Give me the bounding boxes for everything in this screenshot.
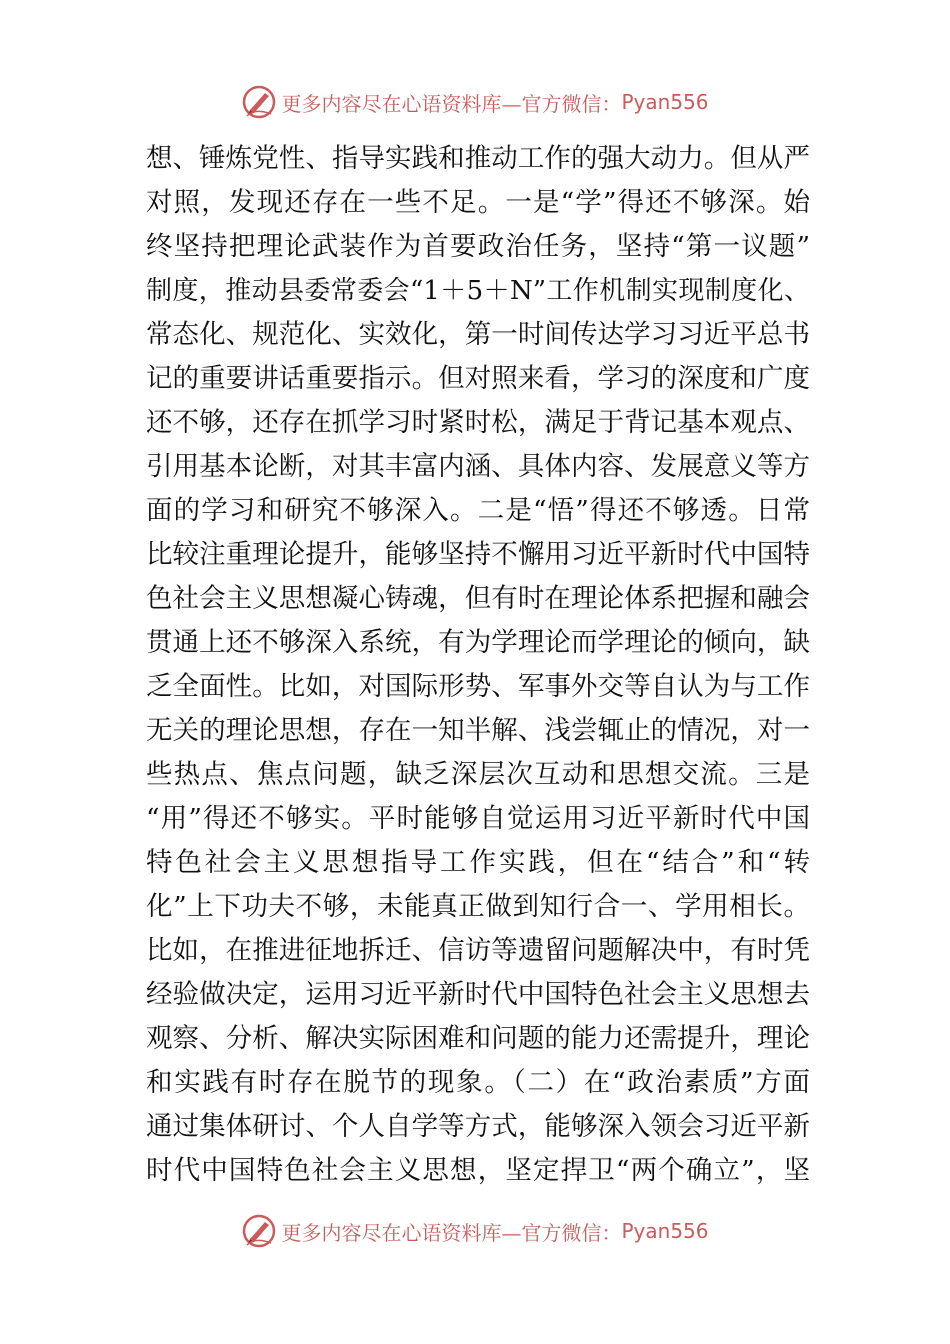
- text-line: 比较注重理论提升，能够坚持不懈用习近平新时代中国特: [146, 539, 810, 570]
- text-line: 时代中国特色社会主义思想，坚定捍卫“两个确立”，坚: [146, 1155, 810, 1186]
- text-line: 贯通上还不够深入系统，有为学理论而学理论的倾向，缺: [146, 627, 810, 658]
- text-line: 化”上下功夫不够，未能真正做到知行合一、学用相长。: [146, 891, 810, 922]
- text-line: 通过集体研讨、个人自学等方式，能够深入领会习近平新: [146, 1111, 810, 1142]
- text-line: 比如，在推进征地拆迁、信访等遗留问题解决中，有时凭: [146, 935, 810, 966]
- footer-site-text: 更多内容尽在心语资料库—官方微信：: [281, 1220, 622, 1245]
- text-line: 和实践有时存在脱节的现象。（二）在“政治素质”方面: [146, 1067, 810, 1098]
- text-line: 观察、分析、解决实际困难和问题的能力还需提升，理论: [146, 1023, 810, 1054]
- text-line: 无关的理论思想，存在一知半解、浅尝辄止的情况，对一: [146, 715, 810, 746]
- text-line: 记的重要讲话重要指示。但对照来看，学习的深度和广度: [146, 363, 810, 394]
- footer-wechat-handle: Pyan556: [621, 1219, 709, 1243]
- text-line: 常态化、规范化、实效化，第一时间传达学习习近平总书: [146, 319, 810, 350]
- text-line: 乏全面性。比如，对国际形势、军事外交等自认为与工作: [146, 671, 810, 702]
- header-banner: [0, 82, 950, 122]
- text-line: 想、锤炼党性、指导实践和推动工作的强大动力。但从严: [146, 143, 810, 174]
- text-line: 终坚持把理论武装作为首要政治任务，坚持“第一议题”: [146, 231, 810, 262]
- pen-logo-icon: [241, 1213, 277, 1249]
- header-site-text: 更多内容尽在心语资料库—官方微信：: [281, 91, 622, 116]
- text-line: 制度，推动县委常委会“1＋5＋N”工作机制实现制度化、: [146, 276, 810, 306]
- pen-logo-icon: [241, 84, 277, 120]
- text-line: 还不够，还存在抓学习时紧时松，满足于背记基本观点、: [146, 407, 810, 438]
- text-line: 特色社会主义思想指导工作实践，但在“结合”和“转: [146, 847, 810, 878]
- text-line: 面的学习和研究不够深入。二是“悟”得还不够透。日常: [146, 495, 810, 526]
- text-line: 对照，发现还存在一些不足。一是“学”得还不够深。始: [146, 187, 810, 218]
- text-line: 色社会主义思想凝心铸魂，但有时在理论体系把握和融会: [146, 583, 810, 614]
- text-line: 些热点、焦点问题，缺乏深层次互动和思想交流。三是: [146, 759, 810, 790]
- footer-banner: [0, 1211, 950, 1251]
- text-line: 经验做决定，运用习近平新时代中国特色社会主义思想去: [146, 979, 810, 1010]
- document-body: [146, 137, 810, 1193]
- header-wechat-handle: Pyan556: [621, 90, 709, 114]
- text-line: 引用基本论断，对其丰富内涵、具体内容、发展意义等方: [146, 451, 810, 482]
- text-line: “用”得还不够实。平时能够自觉运用习近平新时代中国: [146, 803, 810, 834]
